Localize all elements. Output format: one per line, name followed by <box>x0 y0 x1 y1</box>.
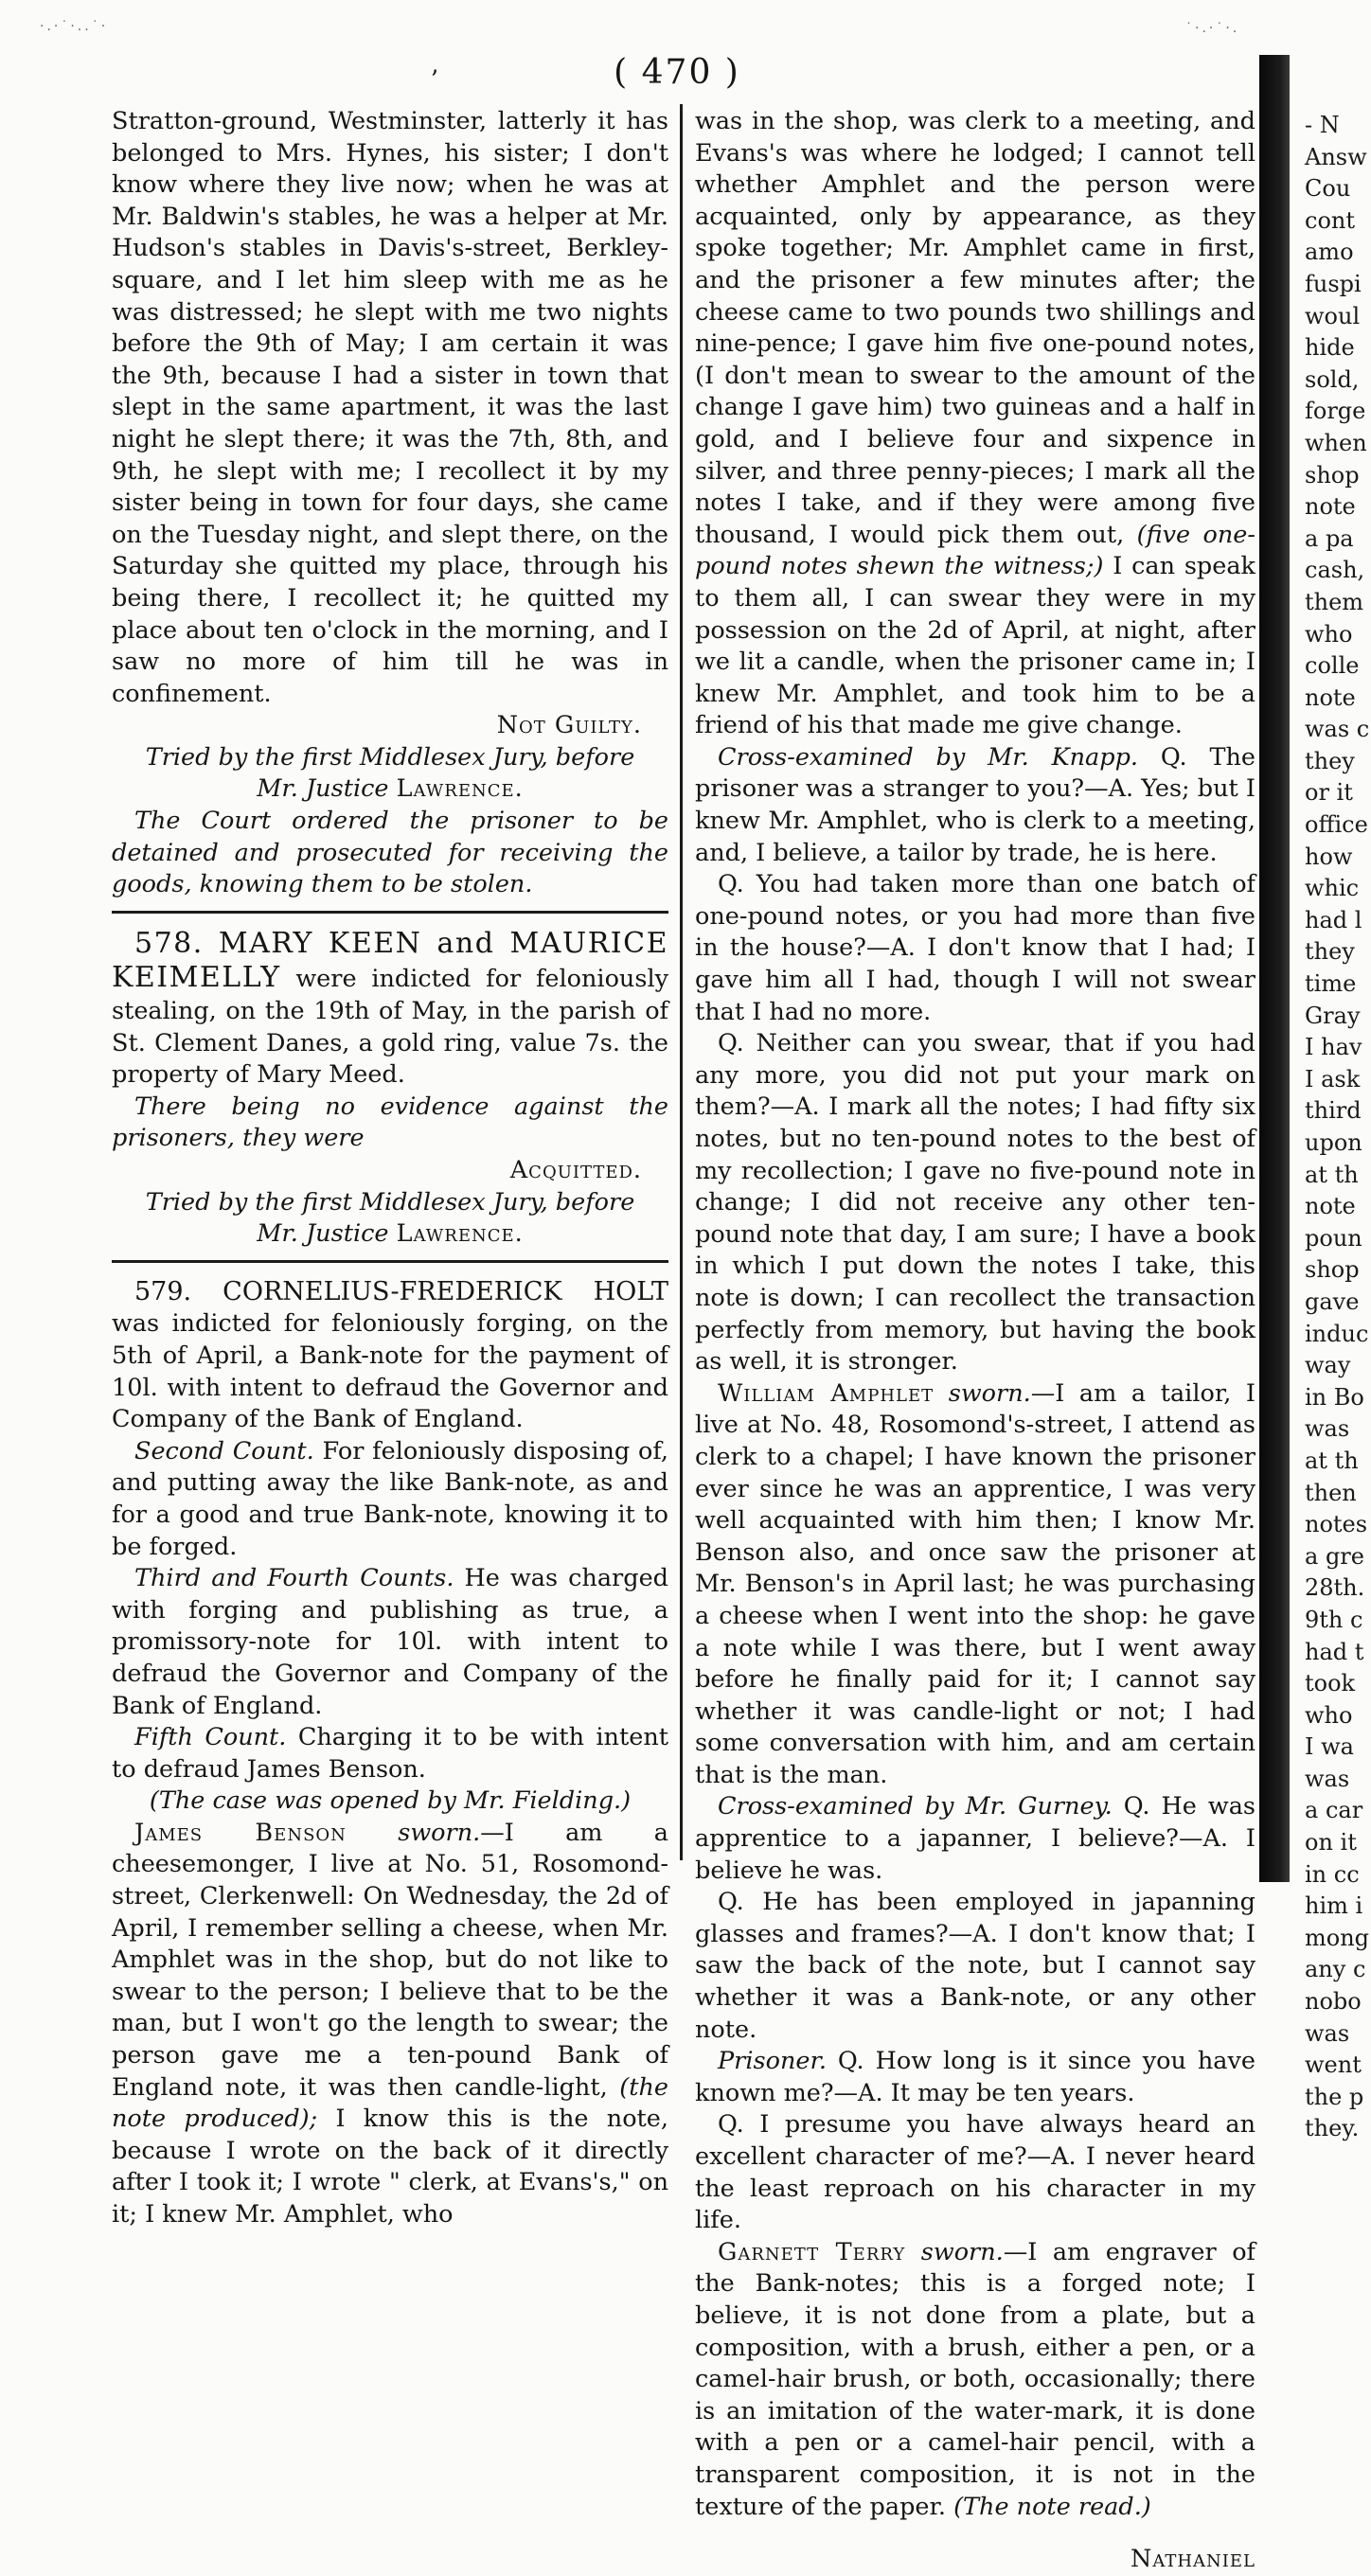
stray-mark: ʼ <box>430 66 438 95</box>
terry-testimony <box>695 2237 1255 2523</box>
paper-specks: ·.·˙·..˙· <box>40 19 109 34</box>
section-rule <box>112 1260 668 1263</box>
question-answer: Q. I presume you have always heard an excellent character of me?—A. I never heard the least reproach on his character in my life. <box>695 2110 1255 2235</box>
right-column <box>695 106 1255 2576</box>
jury-line: Tried by the first Middlesex Jury, before <box>145 1187 635 1217</box>
testimony-text: was in the shop, was clerk to a meeting, and Evans's was where he lodged; I cannot tell whether Amphlet and the person were acquainted, only by appearance, as they spoke together; Mr. Amphlet came in first, and the prisoner a few minutes after; the cheese came to two pounds two shillings and nine-pence; I gave him five one-pound notes, (I don't mean to swear to the amount of the change I gave him) two guineas and a half in gold, and I believe four and sixpence in silver, and three penny-pieces; I mark all the notes I take, and if they were among five thousand, I would pick them out, <box>695 107 1255 549</box>
count-label: Fifth Count. <box>134 1723 287 1752</box>
next-page-fragment: sold, <box>1305 365 1360 393</box>
next-page-fragment: induc <box>1305 1320 1369 1347</box>
next-page-fragment: colle <box>1305 652 1360 680</box>
count-text: Charging it to be with intent to defraud James Benson. <box>112 1723 668 1784</box>
next-page-fragment: was c <box>1305 716 1370 743</box>
case-579 <box>112 1276 668 1436</box>
next-page-fragment: time <box>1305 970 1357 998</box>
cross-label: Cross-examined by Mr. Knapp. <box>718 742 1139 772</box>
next-page-fragment: I wa <box>1305 1733 1354 1761</box>
next-page-fragment: was <box>1305 2019 1350 2047</box>
judge-line <box>112 773 668 806</box>
section-rule <box>112 911 668 914</box>
cross-examination-gurney <box>695 1791 1255 1887</box>
next-page-fragment: the p <box>1305 2083 1364 2110</box>
next-page-fragment: they <box>1305 938 1355 966</box>
next-page-fragment: 28th. <box>1305 1574 1365 1602</box>
cross-examination-knapp <box>695 742 1255 869</box>
testimony-text: I can speak to them all, I can swear they were in my possession on the 2d of April, at night, after we lit a candle, when the prisoner came in; I knew Mr. Amphlet, and took him to be a friend of his that made me give change. <box>695 552 1256 740</box>
next-page-fragment: them <box>1305 588 1364 615</box>
next-page-fragment: I ask <box>1305 1065 1361 1093</box>
page-number: ( 470 ) <box>614 53 740 92</box>
question-text: Q. How long is it since you have known me?—A. It may be ten years. <box>695 2047 1255 2107</box>
next-page-fragment: had t <box>1305 1638 1364 1665</box>
stage-note: (the note produced); <box>112 2072 668 2134</box>
question-answer: Q. He has been employed in japanning glasses and frames?—A. I don't know that; I saw the back of the note, but I cannot say whether it was a Bank-note, or any other note. <box>695 1888 1255 2044</box>
next-page-fragment: took <box>1305 1670 1356 1697</box>
next-page-fragment: note <box>1305 684 1356 711</box>
next-page-fragment: office <box>1305 811 1368 839</box>
next-page-fragment: hide <box>1305 334 1355 362</box>
next-page-fragment: went <box>1305 2052 1362 2079</box>
book-spine-shadow <box>1259 55 1290 1882</box>
count-label: Second Count. <box>134 1436 314 1466</box>
sworn-label: sworn. <box>920 2237 1004 2266</box>
fifth-count <box>112 1722 668 1785</box>
third-fourth-counts <box>112 1563 668 1722</box>
verdict-not-guilty: Not Guilty. <box>496 711 642 740</box>
next-page-fragment: was <box>1305 1765 1350 1792</box>
witness-name: William Amphlet <box>718 1378 935 1408</box>
next-page-fragment: fuspi <box>1305 270 1362 297</box>
jury-line: Tried by the first Middlesex Jury, before <box>145 742 635 772</box>
next-page-fragment: any c <box>1305 1956 1366 1983</box>
sworn-label: sworn. <box>398 1818 481 1847</box>
next-page-fragment: Gray <box>1305 1002 1361 1029</box>
judge-name: Lawrence. <box>396 1219 524 1249</box>
next-page-fragment: whic <box>1305 875 1360 902</box>
next-page-fragment: cont <box>1305 206 1355 234</box>
verdict-acquitted: Acquitted. <box>509 1156 642 1184</box>
testimony-text: —I am engraver of the Bank-notes; this is a forged note; I believe, it is not done from a plate, but a composition, with a brush, either a pen, or a camel-hair brush, or both, occasionally; there is an imitation of the water-mark, it is done with a pen or a camel-hair pencil, with a transparent composition, it is not in the texture of the paper. <box>695 2237 1255 2521</box>
column-divider <box>680 104 683 1860</box>
next-page-fragment: at th <box>1305 1161 1359 1188</box>
judge-title: Mr. Justice <box>257 1219 397 1249</box>
next-page-fragment: woul <box>1305 302 1361 329</box>
stage-note: (five one-pound notes shewn the witness;) <box>695 520 1255 581</box>
next-page-edge <box>1259 55 1370 2142</box>
next-page-fragment: Cou <box>1305 175 1351 203</box>
next-page-fragment: him i <box>1305 1892 1363 1920</box>
next-page-fragment: upon <box>1305 1129 1362 1156</box>
next-page-fragment: gave <box>1305 1288 1360 1315</box>
next-page-fragments <box>1305 110 1371 2145</box>
next-page-fragment: they. <box>1305 2115 1360 2142</box>
testimony-text: I know this is the note, because I wrote on the back of it directly after I took it; I wrote " clerk, at Evans's," on it; I knew Mr. Amphlet, who <box>112 2105 668 2229</box>
next-page-fragment: Answ <box>1305 143 1367 170</box>
speaker-label: Prisoner. <box>718 2047 827 2076</box>
case-578-text: were indicted for feloniously stealing, on the 19th of May, in the parish of St. Clement Danes, a gold ring, value 7s. the property of Mary Meed. <box>112 965 668 1090</box>
testimony-text: —I am a cheesemonger, I live at No. 51, Rosomond-street, Clerkenwell: On Wednesday, the 2d of April, I remember selling a cheese, when Mr. Amphlet was in the shop, but do not like to swear to the person; I believe that to be the man, but I won't go the length to swear; the person gave me a ten-pound Bank of England note, it was then candle-light, <box>112 1818 669 2102</box>
testimony-text: —I am a tailor, I live at No. 48, Rosomond's-street, I attend as clerk to a chapel; I have known the prisoner ever since he was an apprentice, I was very well acquainted with him then; I know Mr. Benson also, and once saw the prisoner at Mr. Benson's in April last; he was purchasing a cheese when I went into the shop: he gave a note while I was there, but I went away before he finally paid for it; I cannot say whether it was candle-light or not; I had some conversation with him, and am certain that is the man. <box>695 1378 1255 1789</box>
next-page-fragment: had l <box>1305 906 1362 933</box>
count-text: For feloniously disposing of, and putting away the like Bank-note, as and for a good and true Bank-note, knowing it to be forged. <box>112 1436 668 1561</box>
next-page-fragment: then <box>1305 1479 1357 1506</box>
next-page-fragment: poun <box>1305 1224 1362 1252</box>
next-page-fragment: nobo <box>1305 1988 1362 2016</box>
prisoner-question <box>695 2046 1255 2109</box>
left-column <box>112 106 668 2231</box>
case-578 <box>112 927 668 1092</box>
next-page-fragment: mong <box>1305 1924 1370 1951</box>
sworn-label: sworn. <box>948 1378 1031 1408</box>
next-page-fragment: in Bo <box>1305 1383 1364 1411</box>
next-page-fragment: note <box>1305 493 1356 521</box>
next-page-fragment: shop <box>1305 1256 1360 1284</box>
case-opened-note: (The case was opened by Mr. Fielding.) <box>149 1786 632 1816</box>
next-page-fragment: they <box>1305 747 1355 774</box>
next-page-fragment: who <box>1305 1701 1353 1729</box>
next-page-fragment: 9th c <box>1305 1606 1363 1633</box>
court-order: The Court ordered the prisoner to be detained and prosecuted for receiving the goods, knowing them to be stolen. <box>112 807 668 899</box>
judge-title: Mr. Justice <box>257 774 397 804</box>
question-answer: Q. Neither can you swear, that if you had any more, you did not put your mark on them?—A. I mark all the notes; I had fifty six notes, but no ten-pound notes to the best of my recollection; I gave no five-pound note in change; I did not receive any other ten-pound note that day, I am sure; I have a book in which I put down the notes I take, this note is down; I can recollect the transaction perfectly from memory, but having the book as well, it is stronger. <box>695 1029 1255 1377</box>
next-page-fragment: a gre <box>1305 1542 1364 1570</box>
next-page-fragment: or it <box>1305 779 1353 807</box>
amphlet-testimony <box>695 1378 1255 1792</box>
next-page-fragment: cash, <box>1305 557 1365 584</box>
judge-name: Lawrence. <box>396 774 524 804</box>
next-page-fragment: who <box>1305 620 1353 648</box>
second-count <box>112 1436 668 1563</box>
count-text: He was charged with forging and publishing as true, a promissory-note for 10l. with intent to defraud the Governor and Company of the Bank of England. <box>112 1564 668 1720</box>
stage-note: (The note read.) <box>953 2492 1151 2521</box>
benson-testimony-continued <box>695 106 1255 742</box>
witness-name: James Benson <box>134 1818 347 1847</box>
testimony-continuation: Stratton-ground, Westminster, latterly it has belonged to Mrs. Hynes, his sister; I don't know where they live now; when he was at Mr. Baldwin's stables, he was a helper at Mr. Hudson's stables in Davis's-street, Berkley-square, and I let him sleep with me as he was distressed; he slept with me two nights before the 9th of May; I am certain it was the 9th, because I had a sister in town that slept in the same apartment, it was the last night he slept there; it was the 7th, 8th, and 9th, he slept with me; I recollect it by my sister being in town for four days, she came on the Tuesday night, and slept there, on the Saturday she quitted my place, through his being there, I recollect it; he quitted my place about ten o'clock in the morning, and I saw no more of him till he was in confinement. <box>112 107 668 708</box>
catchword: Nathaniel <box>1131 2545 1255 2574</box>
next-page-fragment: was <box>1305 1415 1350 1443</box>
paper-specks: ˙·.·˙·. <box>1185 21 1240 36</box>
next-page-fragment: on it <box>1305 1829 1357 1856</box>
next-page-fragment: when <box>1305 429 1367 456</box>
next-page-fragment: forge <box>1305 398 1366 425</box>
cross-text: Q. He was apprentice to a japanner, I believe?—A. I believe he was. <box>695 1792 1255 1885</box>
judge-line <box>112 1218 668 1251</box>
next-page-fragment: way <box>1305 1352 1351 1379</box>
next-page-fragment: third <box>1305 1097 1362 1125</box>
next-page-fragment: amo <box>1305 239 1354 266</box>
next-page-fragment: how <box>1305 843 1353 870</box>
count-label: Third and Fourth Counts. <box>134 1564 454 1593</box>
benson-testimony <box>112 1818 668 2231</box>
next-page-fragment: - N <box>1305 112 1340 138</box>
case-578-heading: 578. MARY KEEN and MAURICE KEIMELLY <box>112 926 668 995</box>
case-579-heading: 579. CORNELIUS-FREDERICK HOLT <box>134 1276 668 1306</box>
next-page-fragment: in cc <box>1305 1860 1360 1888</box>
case-579-text: was indicted for feloniously forging, on the 5th of April, a Bank-note for the payment of 10l. with intent to defraud the Governor and Company of the Bank of England. <box>112 1309 668 1434</box>
next-page-fragment: a pa <box>1305 524 1354 552</box>
question-answer: Q. You had taken more than one batch of one-pound notes, or you had more than five in the house?—A. I don't know that I had; I gave him all I had, though I will not swear that I had no more. <box>695 870 1255 1026</box>
next-page-fragment: notes <box>1305 1511 1368 1538</box>
next-page-fragment: I hav <box>1305 1034 1362 1061</box>
next-page-fragment: a car <box>1305 1797 1363 1824</box>
next-page-fragment: at th <box>1305 1447 1359 1474</box>
next-page-fragment: note <box>1305 1193 1356 1220</box>
cross-label: Cross-examined by Mr. Gurney. <box>718 1792 1113 1821</box>
cross-text: Q. The prisoner was a stranger to you?—A. Yes; but I knew Mr. Amphlet, who is clerk to a meeting, and, I believe, a tailor by trade, he is here. <box>695 742 1255 867</box>
no-evidence-note: There being no evidence against the prisoners, they were <box>112 1092 668 1153</box>
next-page-fragment: shop <box>1305 461 1360 489</box>
witness-name: Garnett Terry <box>718 2237 906 2266</box>
